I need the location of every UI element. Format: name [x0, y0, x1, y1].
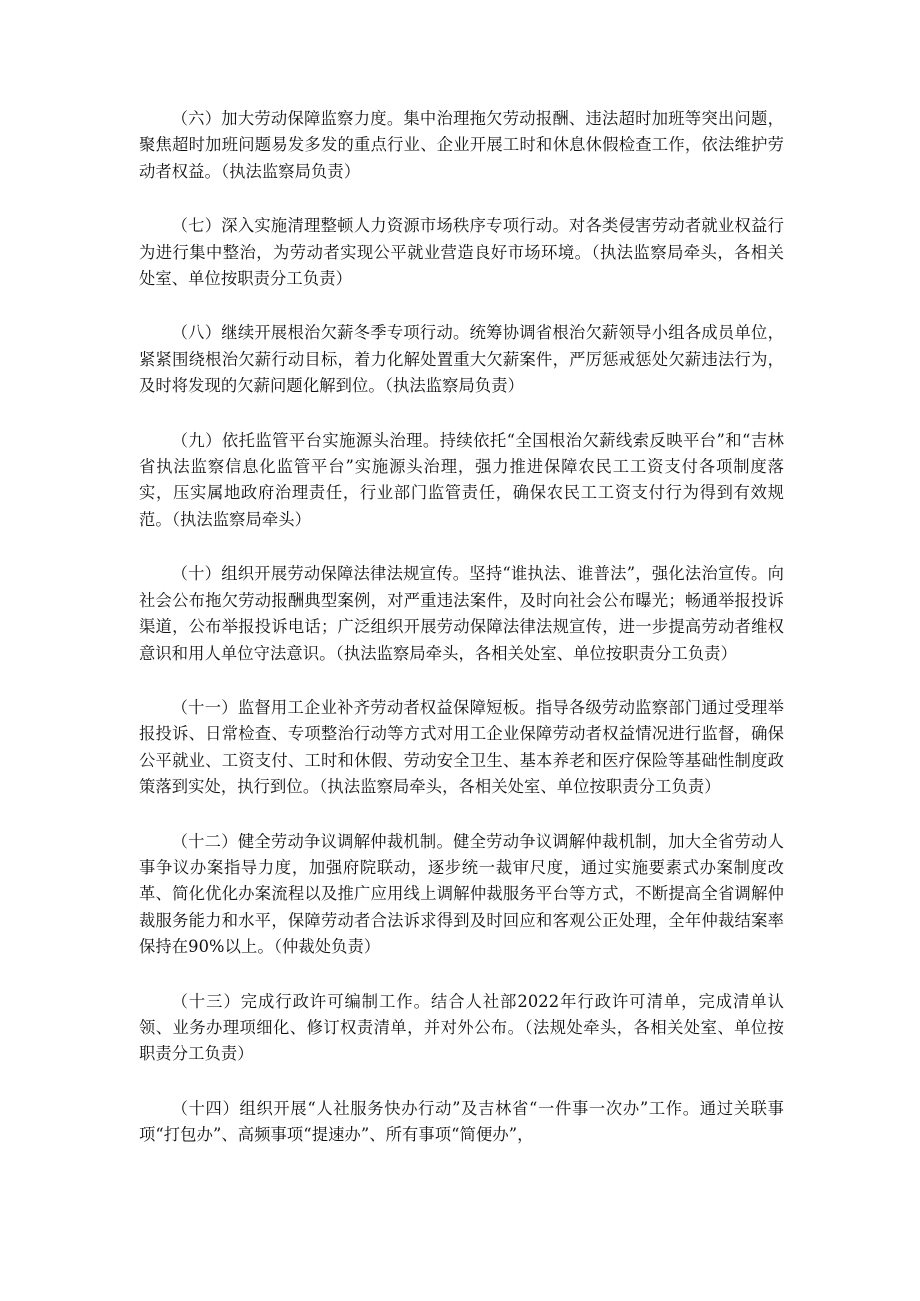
paragraph-14: （十四）组织开展“人社服务快办行动”及吉林省“一件事一次办”工作。通过关联事项“打包办”、高频事项“提速办”、所有事项“简便办”，	[139, 1098, 784, 1145]
document-body	[139, 106, 784, 1177]
paragraph-7: （七）深入实施清理整顿人力资源市场秩序专项行动。对各类侵害劳动者就业权益行为进行集中整治，为劳动者实现公平就业营造良好市场环境。（执法监察局牵头，各相关处室、单位按职责分工负责）	[139, 216, 784, 289]
paragraph-8: （八）继续开展根治欠薪冬季专项行动。统筹协调省根治欠薪领导小组各成员单位，紧紧围绕根治欠薪行动目标，着力化解处置重大欠薪案件，严厉惩戒惩处欠薪违法行为，及时将发现的欠薪问题化解到位。（执法监察局负责）	[139, 323, 784, 396]
paragraph-13: （十三）完成行政许可编制工作。结合人社部2022年行政许可清单，完成清单认领、业务办理项细化、修订权责清单，并对外公布。（法规处牵头，各相关处室、单位按职责分工负责）	[139, 991, 784, 1064]
paragraph-10: （十）组织开展劳动保障法律法规宣传。坚持“谁执法、谁普法”，强化法治宣传。向社会公布拖欠劳动报酬典型案例，对严重违法案件，及时向社会公布曝光；畅通举报投诉渠道，公布举报投诉电话；广泛组织开展劳动保障法律法规宣传，进一步提高劳动者维权意识和用人单位守法意识。（执法监察局牵头，各相关处室、单位按职责分工负责）	[139, 564, 784, 663]
paragraph-12: （十二）健全劳动争议调解仲裁机制。健全劳动争议调解仲裁机制，加大全省劳动人事争议办案指导力度，加强府院联动，逐步统一裁审尺度，通过实施要素式办案制度改革、简化优化办案流程以及推广应用线上调解仲裁服务平台等方式，不断提高全省调解仲裁服务能力和水平，保障劳动者合法诉求得到及时回应和客观公正处理，全年仲裁结案率保持在90%以上。（仲裁处负责）	[139, 831, 784, 957]
paragraph-6: （六）加大劳动保障监察力度。集中治理拖欠劳动报酬、违法超时加班等突出问题，聚焦超时加班问题易发多发的重点行业、企业开展工时和休息休假检查工作，依法维护劳动者权益。（执法监察局负责）	[139, 109, 784, 181]
paragraph-9: （九）依托监管平台实施源头治理。持续依托“全国根治欠薪线索反映平台”和“吉林省执法监察信息化监管平台”实施源头治理，强力推进保障农民工工资支付各项制度落实，压实属地政府治理责任，行业部门监管责任，确保农民工工资支付行为得到有效规范。（执法监察局牵头）	[139, 430, 784, 529]
paragraph-11: （十一）监督用工企业补齐劳动者权益保障短板。指导各级劳动监察部门通过受理举报投诉、日常检查、专项整治行动等方式对用工企业保障劳动者权益情况进行监督，确保公平就业、工资支付、工时和休假、劳动安全卫生、基本养老和医疗保险等基础性制度政策落到实处，执行到位。（执法监察局牵头，各相关处室、单位按职责分工负责）	[139, 697, 784, 797]
